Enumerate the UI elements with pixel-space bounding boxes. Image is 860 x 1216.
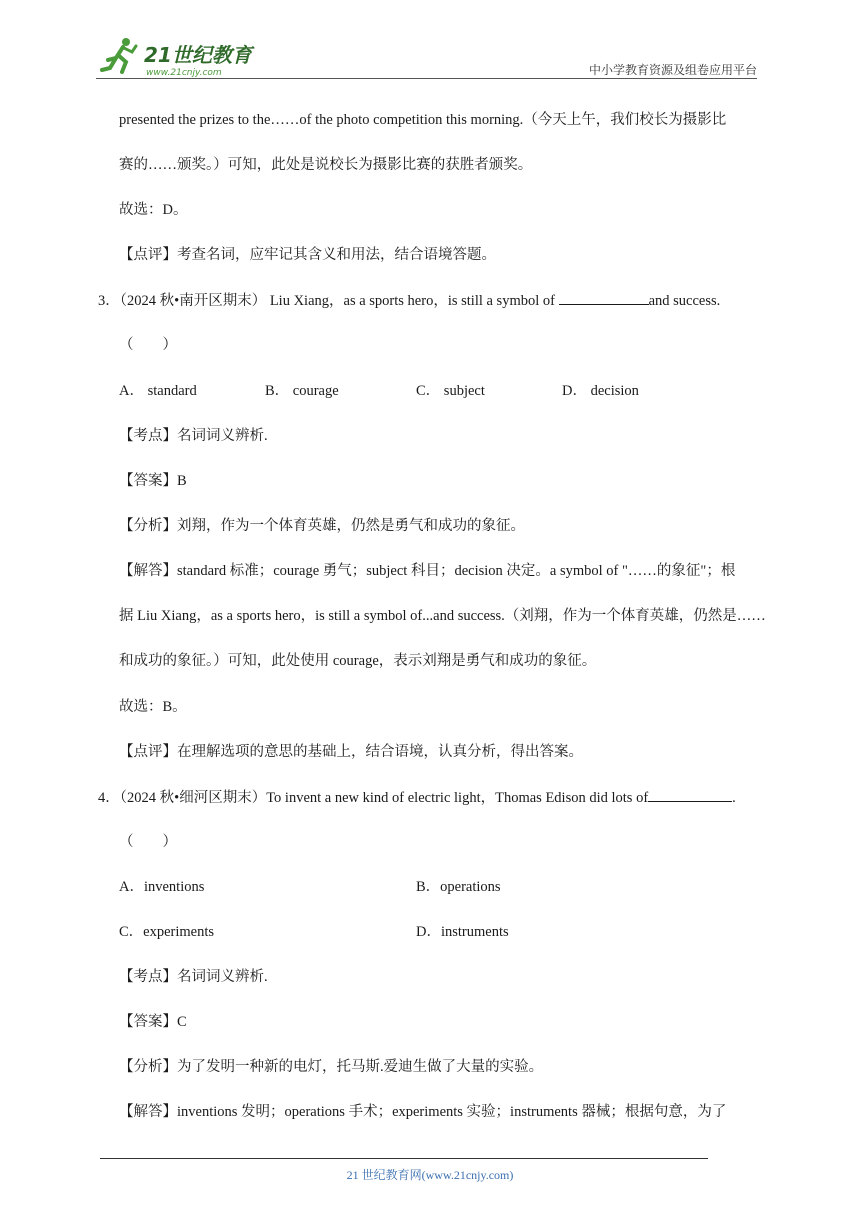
q4-option-b: B．operations — [416, 879, 501, 895]
question-3-stem-end: and success. — [648, 293, 721, 309]
logo-url-text: www.21cnjy.com — [146, 68, 222, 78]
q3-solution-line: 和成功的象征。）可知，此处使用 courage，表示刘翔是勇气和成功的象征。 — [119, 653, 597, 669]
question-3-stem — [98, 290, 762, 311]
text-line: 故选：D。 — [119, 202, 188, 218]
question-4-stem — [98, 787, 762, 808]
q3-solution-line: 【解答】standard 标准；courage 勇气；subject 科目；decision 决定。a symbol of "……的象征"；根 — [119, 563, 736, 579]
q3-option-c: C． subject — [416, 383, 485, 399]
site-logo — [96, 34, 256, 78]
q4-kaodian: 【考点】名词词义辨析. — [119, 969, 268, 985]
question-4-paren: （ ） — [119, 834, 177, 850]
q3-answer: 【答案】B — [119, 473, 187, 489]
q3-analysis: 【分析】刘翔，作为一个体育英雄，仍然是勇气和成功的象征。 — [119, 518, 525, 534]
comment-line: 【点评】考查名词，应牢记其含义和用法，结合语境答题。 — [119, 247, 496, 263]
q3-choice: 故选：B。 — [119, 699, 187, 715]
q3-option-b: B． courage — [265, 383, 339, 399]
text-line: 赛的……颁奖。）可知，此处是说校长为摄影比赛的获胜者颁奖。 — [119, 157, 533, 173]
q3-comment: 【点评】在理解选项的意思的基础上，结合语境，认真分析，得出答案。 — [119, 744, 583, 760]
q3-option-a: A． standard — [119, 383, 197, 399]
q3-option-d: D． decision — [562, 383, 639, 399]
question-4-stem-text: 4．（2024 秋•细河区期末）To invent a new kind of electric light，Thomas Edison did lots of — [98, 790, 649, 806]
text-line: presented the prizes to the……of the photo competition this morning.（今天上午，我们校长为摄影比 — [119, 112, 727, 128]
q4-answer: 【答案】C — [119, 1014, 187, 1030]
q4-option-c: C．experiments — [119, 924, 215, 940]
q3-solution-line: 据 Liu Xiang，as a sports hero，is still a symbol of...and success.（刘翔，作为一个体育英雄，仍然是…… — [119, 608, 766, 624]
q4-analysis: 【分析】为了发明一种新的电灯，托马斯.爱迪生做了大量的实验。 — [119, 1059, 544, 1075]
q3-kaodian: 【考点】名词词义辨析. — [119, 428, 268, 444]
question-3-stem-text: 3．（2024 秋•南开区期末） Liu Xiang，as a sports hero，is still a symbol of — [98, 293, 559, 309]
runner-icon — [102, 38, 136, 72]
answer-blank — [648, 787, 732, 802]
footer-link[interactable]: 21 世纪教育网(www.21cnjy.com) — [346, 1168, 514, 1182]
question-3-paren: （ ） — [119, 337, 177, 353]
answer-blank — [559, 290, 649, 305]
q4-option-d: D．instruments — [416, 924, 509, 940]
footer-divider — [100, 1158, 708, 1159]
header-tagline: 中小学教育资源及组卷应用平台 — [588, 63, 757, 77]
question-4-stem-end: . — [732, 790, 736, 806]
logo-main-text: 21世纪教育 — [144, 43, 252, 67]
header-divider — [96, 78, 757, 79]
q4-solution-line: 【解答】inventions 发明；operations 手术；experiments 实验；instruments 器械；根据句意，为了 — [119, 1104, 727, 1120]
q4-option-a: A．inventions — [119, 879, 205, 895]
